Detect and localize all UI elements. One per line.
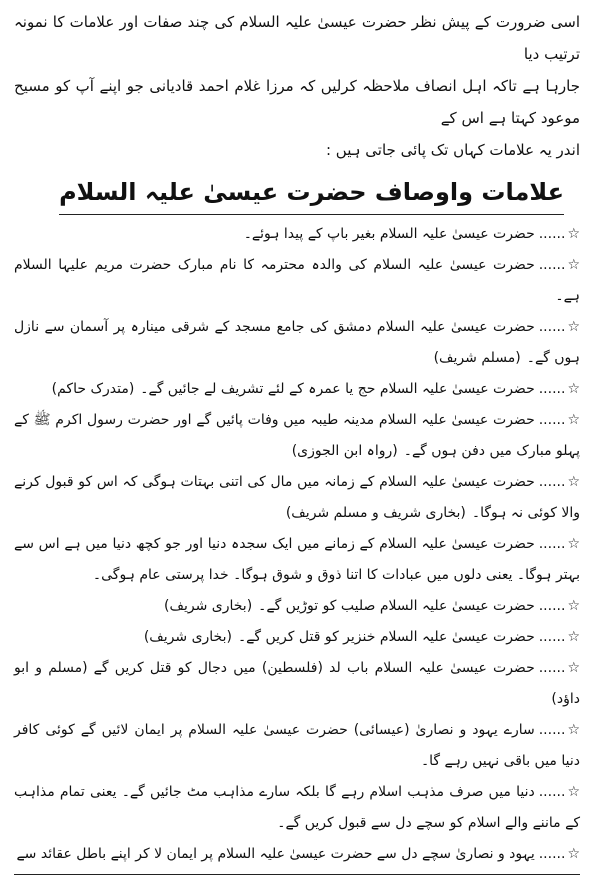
- leader-dots: ......: [538, 474, 566, 490]
- list-item: [14, 839, 580, 870]
- list-item: [14, 622, 580, 653]
- hadith-reference: (بخاری شریف): [164, 598, 253, 614]
- list-item: [14, 374, 580, 405]
- item-text: حضرت عیسیٰ علیہ السلام کے زمانے میں ایک سجدہ دنیا اور جو کچھ دنیا میں ہے اس سے بہتر ہوگا۔ یعنی دلوں میں عبادات کا اتنا ذوق و شوق ہوگا۔ خدا پرستی عام ہوگی۔: [14, 536, 580, 583]
- list-item: [14, 405, 580, 467]
- star-icon: ☆: [567, 846, 580, 862]
- leader-dots: ......: [538, 536, 566, 552]
- leader-dots: ......: [538, 319, 566, 335]
- item-text: حضرت عیسیٰ علیہ السلام صلیب کو توڑیں گے۔: [258, 598, 535, 614]
- item-text: یہود و نصاریٰ سچے دل سے حضرت عیسیٰ علیہ السلام پر ایمان لا کر اپنے باطل عقائد سے: [16, 846, 535, 862]
- star-icon: ☆: [567, 474, 580, 490]
- leader-dots: ......: [538, 412, 566, 428]
- page-bottom-rule: [14, 874, 580, 875]
- list-item: [14, 715, 580, 777]
- star-icon: ☆: [567, 412, 580, 428]
- list-item: [14, 312, 580, 374]
- leader-dots: ......: [538, 660, 566, 676]
- star-icon: ☆: [567, 319, 580, 335]
- star-icon: ☆: [567, 598, 580, 614]
- hadith-reference: (مسلم و ابو داؤد): [14, 660, 580, 707]
- hadith-reference: (متدرک حاکم): [51, 381, 135, 397]
- list-item: [14, 529, 580, 591]
- star-icon: ☆: [567, 226, 580, 242]
- item-text: حضرت عیسیٰ علیہ السلام بغیر باپ کے پیدا ہوئے۔: [243, 226, 535, 242]
- leader-dots: ......: [538, 257, 566, 273]
- intro-line: اسی ضرورت کے پیش نظر حضرت عیسیٰ علیہ السلام کی چند صفات اور علامات کا نمونہ ترتیب دیا: [14, 13, 580, 63]
- item-text: حضرت عیسیٰ علیہ السلام کی والدہ محترمہ کا نام مبارک حضرت مریم علیہا السلام ہے۔: [14, 257, 580, 304]
- intro-paragraph: [14, 6, 580, 166]
- hadith-reference: (بخاری شریف و مسلم شریف): [285, 505, 466, 521]
- intro-line: اندر یہ علامات کہاں تک پائی جاتی ہیں :: [325, 141, 580, 159]
- list-item: [14, 653, 580, 715]
- list-item: [14, 777, 580, 839]
- star-icon: ☆: [567, 257, 580, 273]
- list-item: [14, 250, 580, 312]
- item-text: حضرت عیسیٰ علیہ السلام دمشق کی جامع مسجد کے شرقی مینارہ پر آسمان سے نازل ہوں گے۔: [14, 319, 580, 366]
- star-icon: ☆: [567, 381, 580, 397]
- list-item: [14, 467, 580, 529]
- item-text: حضرت عیسیٰ علیہ السلام کے زمانہ میں مال کی اتنی بہتات ہوگی کہ اس کو قبول کرنے والا کوئی نہ ہوگا۔: [14, 474, 580, 521]
- star-icon: ☆: [567, 629, 580, 645]
- item-text: حضرت عیسیٰ علیہ السلام حج یا عمرہ کے لئے تشریف لے جائیں گے۔: [140, 381, 535, 397]
- item-text: حضرت عیسیٰ علیہ السلام خنزیر کو قتل کریں گے۔: [237, 629, 535, 645]
- hadith-reference: (بخاری شریف): [143, 629, 232, 645]
- hadith-reference: (مسلم شریف): [433, 350, 521, 366]
- section-heading: علامات واوصاف حضرت عیسیٰ علیہ السلام: [59, 172, 564, 215]
- list-item: [14, 219, 580, 250]
- item-text: حضرت عیسیٰ علیہ السلام مدینہ طیبہ میں وفات پائیں گے اور حضرت رسول اکرم ﷺ کے پہلو مبارک میں دفن ہوں گے۔: [14, 412, 580, 459]
- item-text: دنیا میں صرف مذہب اسلام رہے گا بلکہ سارے مذاہب مٹ جائیں گے۔ یعنی تمام مذاہب کے ماننے والے اسلام کو سچے دل سے قبول کریں گے۔: [14, 784, 580, 831]
- leader-dots: ......: [538, 381, 566, 397]
- signs-list: [14, 219, 580, 870]
- leader-dots: ......: [538, 226, 566, 242]
- item-text: حضرت عیسیٰ علیہ السلام باب لد (فلسطین) میں دجال کو قتل کریں گے: [93, 660, 535, 676]
- star-icon: ☆: [567, 536, 580, 552]
- leader-dots: ......: [538, 846, 566, 862]
- leader-dots: ......: [538, 598, 566, 614]
- leader-dots: ......: [538, 629, 566, 645]
- star-icon: ☆: [567, 784, 580, 800]
- leader-dots: ......: [538, 722, 566, 738]
- star-icon: ☆: [567, 660, 580, 676]
- list-item: [14, 591, 580, 622]
- intro-line: جارہا ہے تاکہ اہل انصاف ملاحظہ کرلیں کہ مرزا غلام احمد قادیانی جو اپنے آپ کو مسیح موعود کہتا ہے اس کے: [14, 77, 580, 127]
- leader-dots: ......: [538, 784, 566, 800]
- star-icon: ☆: [567, 722, 580, 738]
- hadith-reference: (رواہ ابن الجوزی): [291, 443, 398, 459]
- item-text: سارے یہود و نصاریٰ (عیسائی) حضرت عیسیٰ علیہ السلام پر ایمان لائیں گے کوئی کافر دنیا میں باقی نہیں رہے گا۔: [14, 722, 580, 769]
